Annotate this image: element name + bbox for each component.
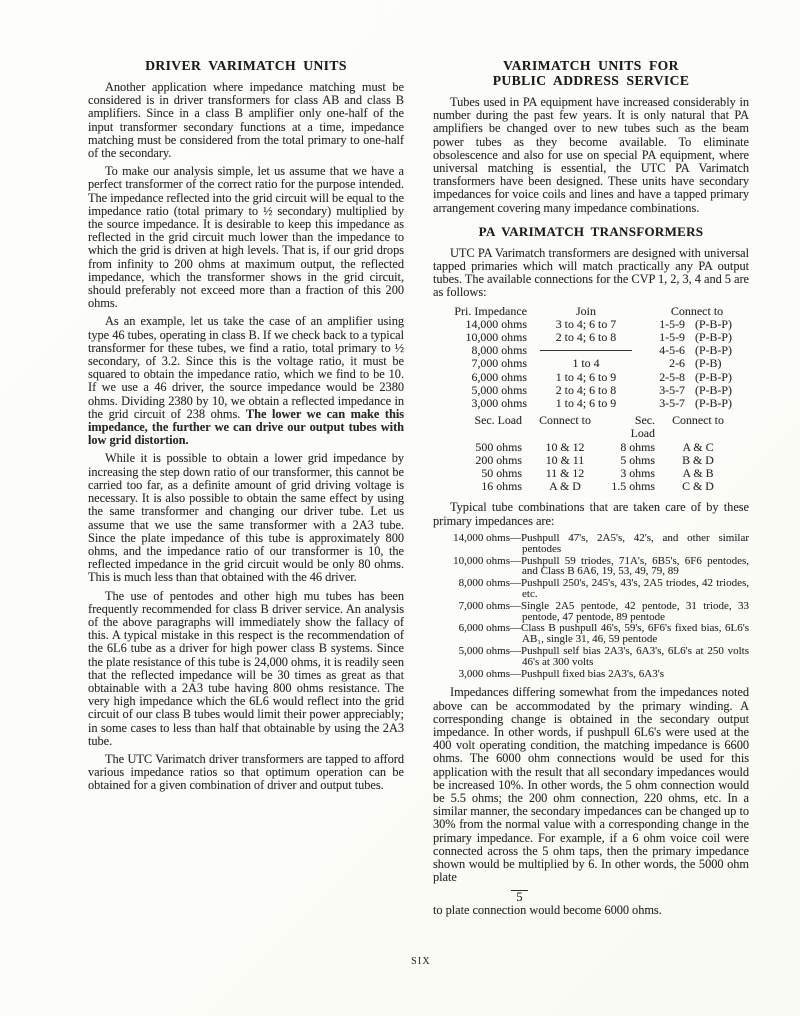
impedance-cell: 8,000 ohms <box>471 343 527 358</box>
section-heading-varimatch-pa <box>433 58 749 88</box>
impedance-value: 6,000 ohms <box>458 622 510 635</box>
sec-load-cell: 8 ohms <box>620 439 655 454</box>
impedance-cell: 3,000 ohms <box>471 396 527 411</box>
join-cell: 1 to 4 <box>572 356 600 371</box>
bold-emphasis-text: The lower we can make this impedance, the further we can drive our output tubes with low grid distortion. <box>88 406 404 448</box>
paragraph <box>88 315 404 447</box>
terminals-cell: (P-B-P) <box>695 343 732 358</box>
tube-description: —Pushpull 47's, 2A5's, 42's, and other similar pentodes <box>510 531 749 555</box>
join-cell: 2 to 4; 6 to 8 <box>555 382 617 397</box>
subheading-pa-varimatch-transformers: PA VARIMATCH TRANSFORMERS <box>478 223 704 239</box>
impedance-cell: 14,000 ohms <box>465 316 527 331</box>
terminals-cell: (P-B-P) <box>695 330 732 345</box>
connect-code-cell: 2-5-8 <box>659 369 685 384</box>
impedance-value: 3,000 ohms <box>458 667 510 680</box>
list-item <box>433 601 749 623</box>
impedance-cell: 5,000 ohms <box>471 382 527 397</box>
paragraph: to plate connection would become 6000 ohms. <box>433 903 662 917</box>
table-header-row <box>433 305 749 318</box>
list-item <box>433 646 749 668</box>
list-item <box>433 623 749 645</box>
impedance-cell: 10,000 ohms <box>465 330 527 345</box>
paragraph: While it is possible to obtain a lower grid impedance by increasing the step down ratio of our transformer, this cannot be carried too far, as a definite amount of grid driving voltage is necessary. It is also possible to obtain the same effect by using the same transformer and changing our driver tube. Let us assume that we use the same transformer with a 2A3 tube. Since the plate impedance of this tube is approximately 800 ohms, and the impedance ratio of our transformer is 10, the reflected impedance in the grid circuit would be only 80 ohms. This is much less than that obtained with the 46 driver. <box>88 451 404 585</box>
connect-cell: A & C <box>682 439 714 454</box>
paragraph: The use of pentodes and other high mu tubes has been frequently recommended for class B driver service. An analysis of the above paragraphs will immediately show the fallacy of this. A typical mistake in this respect is the recommendation of the 6L6 tube as a driver for high power class B systems. Since the plate resistance of this tube is 24,000 ohms, it is readily seen that the reflected impedance will be 30 times as great as that obtainable with a 2A3 tube having 800 ohms resistance. The very high impedance which the 6L6 would reflect into the grid circuit of our class B tubes would limit their power appreciably; in some cases to less than half that obtainable by using the 2A3 tube. <box>88 588 404 748</box>
terminals-cell: (P-B-P) <box>695 382 732 397</box>
table-row <box>433 357 749 370</box>
sec-load-cell: 50 ohms <box>481 466 522 481</box>
paragraph-text: As an example, let us take the case of an amplifier using type 46 tubes, operating in class B. If we check back to a typical transformer for these tubes, we find a ratio, total primary to ½ secondary, of 3.2. Since this is the voltage ratio, it must be squared to obtain the impedance ratio, which we find to be 10. If we use a 46 driver, the source impedance would be 2380 ohms. Dividing 2380 by 10, we obtain a reflected impedance in the grid circuit of 238 ohms. <box>88 314 404 421</box>
impedance-cell: 6,000 ohms <box>471 369 527 384</box>
column-header: Connect to <box>539 413 591 428</box>
list-item <box>433 669 749 680</box>
column-header: Connect to <box>672 413 724 428</box>
connect-code-cell: 3-5-7 <box>659 396 685 411</box>
page-number: SIX <box>411 956 431 967</box>
fraction-six-fifths-denominator: 5 <box>511 890 528 905</box>
sec-load-cell: 3 ohms <box>620 466 655 481</box>
connect-code-cell: 2-6 <box>669 356 685 371</box>
terminals-cell: (P-B-P) <box>695 369 732 384</box>
column-header: Pri. Impedance <box>454 303 527 318</box>
right-column <box>433 58 749 922</box>
table-row <box>433 441 749 454</box>
table-header-row <box>433 414 749 440</box>
list-item <box>433 556 749 578</box>
impedance-value: 5,000 ohms <box>458 644 510 657</box>
tube-description: —Pushpull 250's, 245's, 43's, 2A5 triodes, 42 triodes, etc. <box>510 577 749 601</box>
paragraph: Tubes used in PA equipment have increased considerably in number during the past few years. It is only natural that PA amplifiers be changed over to new tubes such as the beam power tubes as they become available. To eliminate obsolescence and also for use on special PA equipment, where universal matching is essential, the UTC PA Varimatch transformers have been designed. These units have secondary impedances for voice coils and lines and have a tapped primary arrangement covering many impedance combinations. <box>433 95 749 215</box>
connect-code-cell: 3-5-7 <box>659 382 685 397</box>
paragraph: To make our analysis simple, let us assume that we have a perfect transformer of the correct ratio for the purpose intended. The impedance reflected into the grid circuit will be equal to the impedance ratio (total primary to ½ secondary) multiplied by the source impedance. It is desirable to keep this impedance as reflected in the grid circuit much lower than the impedance to which the grid is driven at high levels. That is, if our grid drops from infinity to 200 ohms at maximum output, the reflected impedance, which the transformer shows in the grid circuit, should preferably not exceed more than a fraction of this 200 ohms. <box>88 164 404 311</box>
secondary-load-table <box>433 414 749 493</box>
connect-code-cell: 1-5-9 <box>659 316 685 331</box>
tube-description: —Pushpull self bias 2A3's, 6A3's, 6L6's at 250 volts 46's at 300 volts <box>510 644 749 668</box>
heading-line-2: PUBLIC ADDRESS SERVICE <box>492 73 690 88</box>
terminals-cell: (P-B) <box>695 356 722 371</box>
connect-cell: 10 & 11 <box>545 452 585 467</box>
column-header: Sec. Load <box>474 413 522 428</box>
sec-load-cell: 16 ohms <box>481 479 522 494</box>
primary-impedance-table <box>433 305 749 411</box>
list-item <box>433 533 749 555</box>
heading-line-1: VARIMATCH UNITS FOR <box>503 58 679 73</box>
list-item <box>433 578 749 600</box>
sec-load-cell: 5 ohms <box>620 452 655 467</box>
connect-cell: C & D <box>682 479 714 494</box>
connect-cell: 11 & 12 <box>545 466 585 481</box>
tube-combination-list <box>433 533 749 680</box>
impedance-value: 8,000 ohms <box>458 577 510 590</box>
tube-description: —Pushpull fixed bias 2A3's, 6A3's <box>510 667 664 680</box>
join-cell: 3 to 4; 6 to 7 <box>555 316 617 331</box>
connect-cell: A & D <box>549 479 581 494</box>
left-column <box>88 58 404 798</box>
column-header: Sec. Load <box>630 413 655 441</box>
paragraph: UTC PA Varimatch transformers are designed with universal tapped primaries which will match practically any PA output tubes. The available connections for the CVP 1, 2, 3, 4 and 5 are as follows: <box>433 245 749 300</box>
paragraph: Another application where impedance matching must be considered is in driver transformers for class AB and class B amplifiers. Since in a class B amplifier only one-half of the input transformer secondary functions at a time, impedance matching must be considered from the total primary to one-half of the secondary. <box>88 80 404 161</box>
join-cell: 1 to 4; 6 to 9 <box>555 369 617 384</box>
terminals-cell: (P-B-P) <box>695 396 732 411</box>
sec-load-cell: 500 ohms <box>475 439 522 454</box>
sec-load-cell: 1.5 ohms <box>611 479 655 494</box>
section-heading-driver-varimatch: DRIVER VARIMATCH UNITS <box>145 58 347 73</box>
no-join-rule <box>540 350 632 351</box>
paragraph: Typical tube combinations that are taken care of by these primary impedances are: <box>433 500 749 528</box>
connect-code-cell: 1-5-9 <box>659 330 685 345</box>
join-cell: 2 to 4; 6 to 8 <box>555 330 617 345</box>
paragraph: Impedances differing somewhat from the impedances noted above can be accommodated by the primary winding. A corresponding change is obtained in the secondary output impedance. In other words, if pushpull 6L6's were used at the 400 volt operating condition, the matching impedance is 6600 ohms. The 6000 ohm connections would be used for this application with the result that all secondary impedances would be increased 10%. In other words, the 5 ohm connection would be 5.5 ohms; the 200 ohm connection, 220 ohms, etc. In a similar manner, the secondary impedances can be changed up to 30% from the normal value with a corresponding change in the primary impedance. For example, if a 6 ohm voice coil were connected across the 5 ohm taps, then the primary impedance shown would be multiplied by 6. In other words, the 5000 ohm plate <box>433 685 749 885</box>
tube-description: —Class B pushpull 46's, 59's, 6F6's fixed bias, 6L6's AB₁, single 31, 46, 59 pentode <box>510 622 749 646</box>
connect-code-cell: 4-5-6 <box>659 343 685 358</box>
terminals-cell: (P-B-P) <box>695 316 732 331</box>
impedance-value: 10,000 ohms <box>453 554 510 567</box>
paragraph: The UTC Varimatch driver transformers are tapped to afford various impedance ratios so that optimum operation can be obtained for a given combination of driver and output tubes. <box>88 751 404 793</box>
table-row <box>433 371 749 384</box>
impedance-cell: 7,000 ohms <box>471 356 527 371</box>
column-header: Join <box>575 303 596 318</box>
tube-description: —Pushpull 59 triodes, 71A's, 6B5's, 6F6 pentodes, and Class B 6A6, 19, 53, 49, 79, 89 <box>510 554 749 578</box>
sec-load-cell: 200 ohms <box>475 452 522 467</box>
tube-description: —Single 2A5 pentode, 42 pentode, 31 triode, 33 pentode, 47 pentode, 89 pentode <box>510 599 749 623</box>
impedance-value: 14,000 ohms <box>453 531 510 544</box>
connect-cell: A & B <box>682 466 714 481</box>
impedance-value: 7,000 ohms <box>458 599 510 612</box>
connect-cell: B & D <box>682 452 714 467</box>
column-header: Connect to <box>670 303 724 318</box>
table-row <box>433 397 749 410</box>
table-row <box>433 480 749 493</box>
join-cell: 1 to 4; 6 to 9 <box>555 396 617 411</box>
connect-cell: 10 & 12 <box>545 439 585 454</box>
